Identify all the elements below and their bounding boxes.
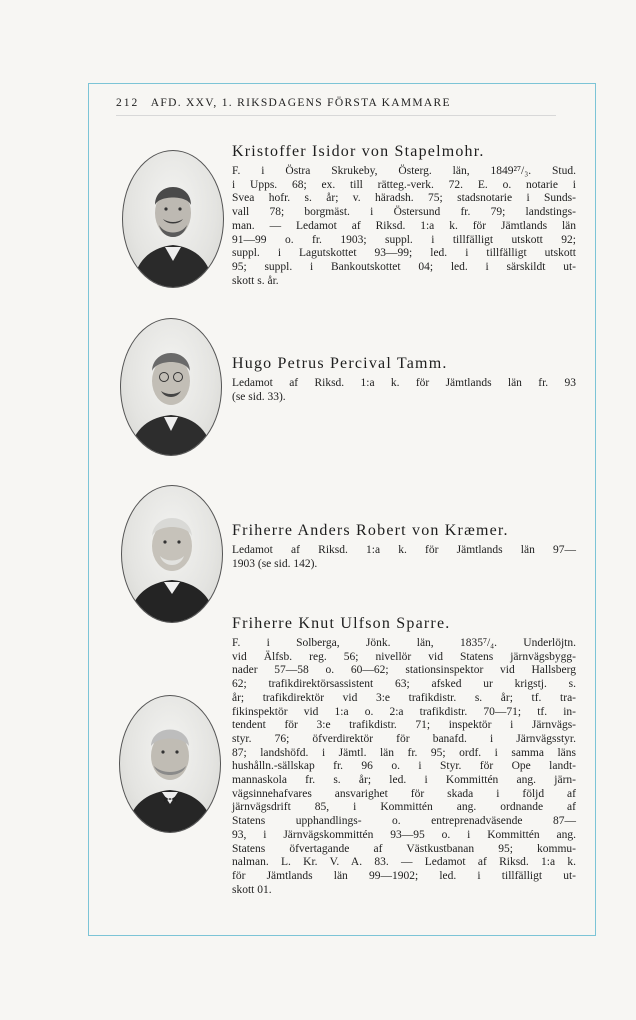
entry-name: Kristoffer Isidor von Stapelmohr. [232,143,485,160]
page-number: 212 [116,97,140,109]
bio-line: F. i Östra Skrukeby, Österg. län, 1849²⁷/₃. Stud. [232,165,576,177]
entry-name: Friherre Anders Robert von Kræmer. [232,522,509,539]
bio-line: 1903 (se sid. 142). [232,557,318,570]
bio-line: fikinspektör vid 1:a o. 2:a trafikdistr. 70—71; tf. in- [232,705,576,718]
bio-line: (se sid. 33). [232,390,286,403]
bio-line: 93, i Järnvägskommittén 93—95 o. i Kommittén ang. [232,828,576,841]
entry-kraemer [232,522,576,571]
bio-line: vid Älfsb. reg. 56; nivellör vid Statens järnvägsbygg- [232,650,576,663]
bio-line: skott 01. [232,883,272,896]
bio-line: tendent för 3:e trafikdistr. 71; inspektör i Järnvägs- [232,719,576,732]
entry-tamm [232,355,576,404]
bio-line: vall 78; borgmäst. i Östersund fr. 79; landstings- [232,206,576,219]
portrait-stapelmohr-image [123,151,223,287]
portrait-stapelmohr [122,150,224,288]
bio-line: skott s. år. [232,274,279,287]
bio-line: Ledamot af Riksd. 1:a k. för Jämtlands län 97— [232,544,576,556]
bio-line: i Upps. 68; ex. till rätteg.-verk. 72. E. o. notarie i [232,178,576,191]
bio-line: för Jämtlands län 99—1902; led. i tillfälligt ut- [232,869,576,882]
bio-line: 62; trafikdirektörsassistent 63; afsked ur krigstj. s. [232,678,576,691]
bio-line: 91—99 o. fr. 1903; suppl. i tillfälligt utskott 92; [232,233,576,246]
bio-line: nalman. L. Kr. V. A. 83. — Ledamot af Riksd. 1:a k. [232,856,576,869]
bio-line: vägsinnehafvares ansvarighet för skada i följd af [232,787,576,800]
bio-line: styr. 76; öfverdirektör för banafd. i Järnvägsstyr. [232,732,576,745]
bio-line: man. — Ledamot af Riksd. 1:a k. för Jämtlands län [232,219,576,232]
bio-line: nader 57—58 o. 60—62; stationsinspektor vid Hallsberg [232,664,576,677]
entry-name: Hugo Petrus Percival Tamm. [232,355,448,372]
entry-bio [232,544,576,571]
portrait-tamm [120,318,222,456]
bio-line: Statens öfvertagande af Västkustbanan 95; kommu- [232,842,576,855]
entry-sparre [232,615,576,897]
bio-line: mannaskola fr. s. år; led. i Kommittén ang. järn- [232,774,576,787]
entry-stapelmohr [232,143,576,288]
bio-line: F. i Solberga, Jönk. län, 1835⁷/₄. Underlöjtn. [232,637,576,649]
portrait-tamm-image [121,319,221,455]
portrait-kraemer-image [122,486,222,622]
portrait-sparre-image [120,696,220,832]
bio-line: 87; landshöfd. i Jämtl. län fr. 95; ordf. i samma läns [232,746,576,759]
portrait-sparre [119,695,221,833]
bio-line: suppl. i Lagutskottet 93—99; led. i tillfälligt utskott [232,247,576,260]
running-head [116,97,556,109]
bio-line: år; trafikdirektör vid 3:e trafikdistr. s. år; tf. tra- [232,691,576,704]
header-rule [116,115,556,116]
bio-line: Ledamot af Riksd. 1:a k. för Jämtlands län fr. 93 [232,377,576,389]
running-title: AFD. XXV, 1. RIKSDAGENS FÖRSTA KAMMARE [150,97,451,109]
bio-line: Statens upphandlings- o. entreprenadväsende 87— [232,815,576,828]
bio-line: järnvägsdrift 85, i Kommittén ang. ordnande af [232,801,576,814]
entry-bio [232,165,576,288]
entry-name: Friherre Knut Ulfson Sparre. [232,615,451,632]
bio-line: hushålln.-sällskap fr. 96 o. i Styr. för Ope landt- [232,760,576,773]
entry-bio [232,637,576,897]
bio-line: 95; suppl. i Bankoutskottet 04; led. i särskildt ut- [232,260,576,273]
entry-bio [232,377,576,404]
bio-line: Svea hofr. s. år; v. häradsh. 75; stadsnotarie i Sunds- [232,192,576,205]
portrait-kraemer [121,485,223,623]
